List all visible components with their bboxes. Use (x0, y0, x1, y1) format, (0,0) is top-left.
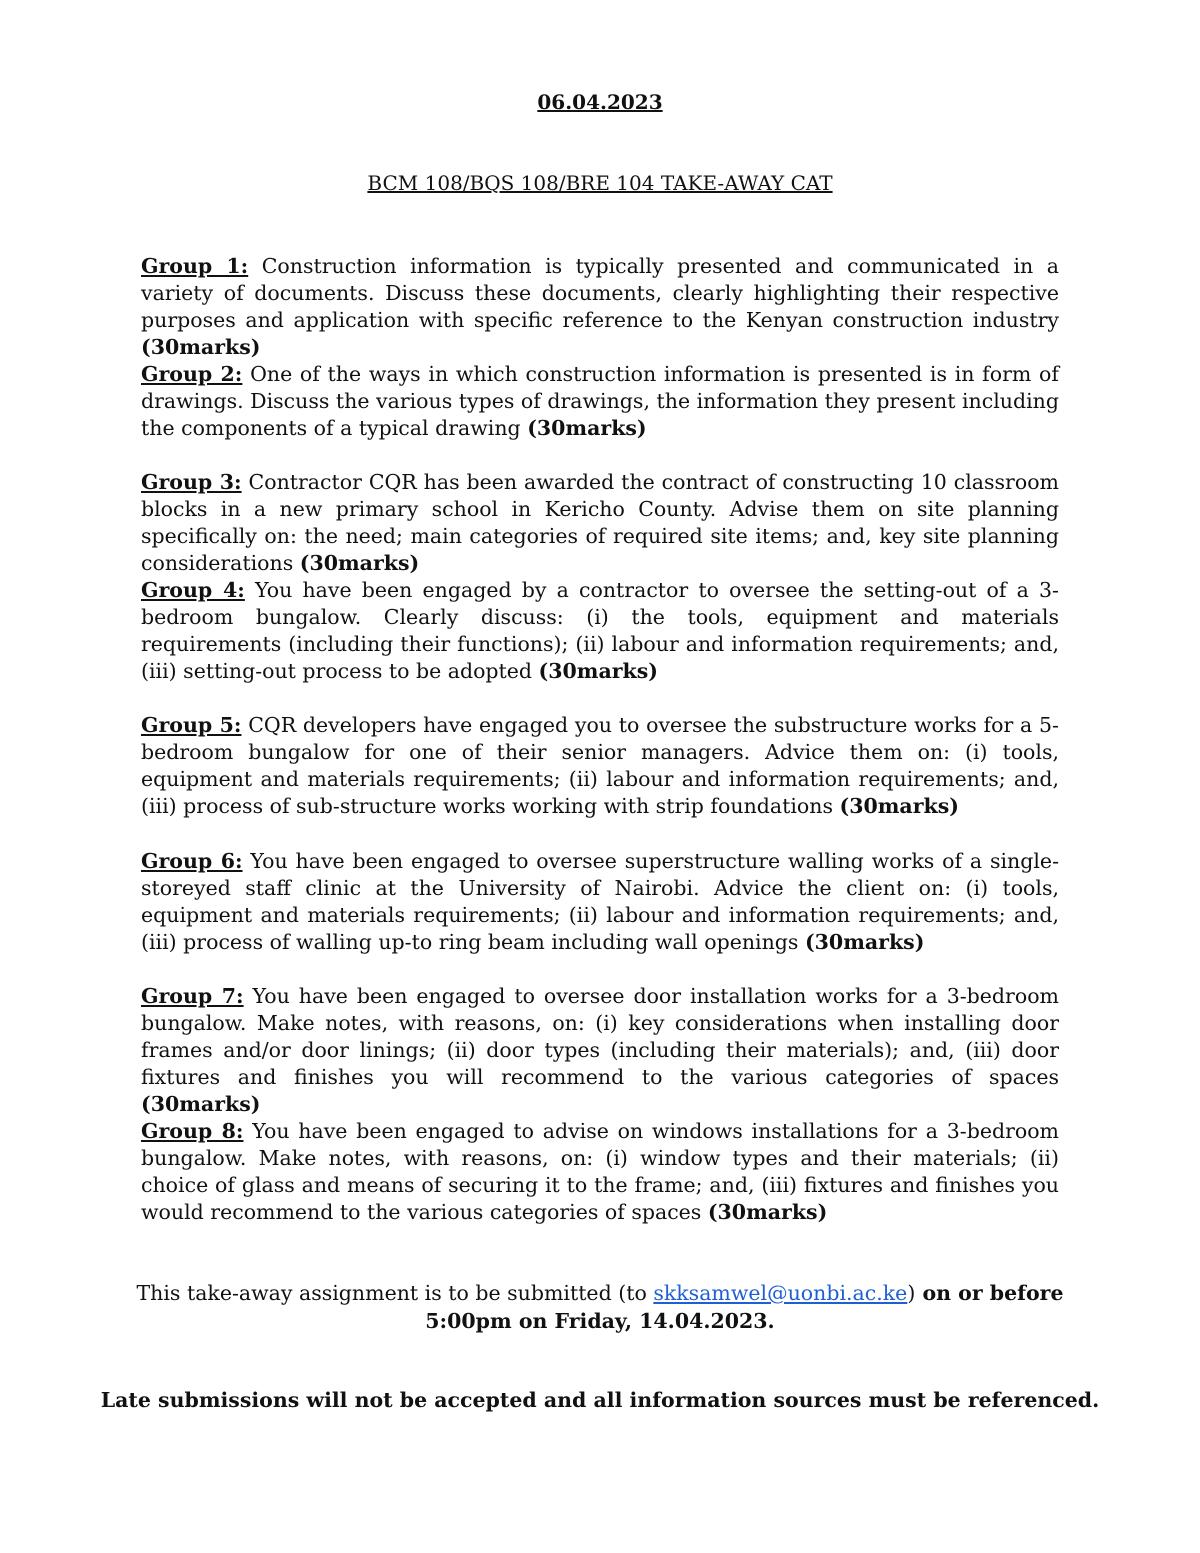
group-text: Contractor CQR has been awarded the contract of constructing 10 classroom blocks in a new primary school in Kericho County. Advise them on site planning specifically on: the need; main categories of required site items; and, key site planning considerations (141, 470, 1059, 575)
group-marks: (30marks) (141, 335, 261, 359)
submission-deadline: 5:00pm on Friday, 14.04.2023. (425, 1309, 775, 1333)
group-marks: (30marks) (839, 794, 959, 818)
group-marks: (30marks) (707, 1200, 828, 1224)
group-text: You have been engaged by a contractor to oversee the setting-out of a 3-bedroom bungalow. Clearly discuss: (i) the tools, equipment and materials requirements (including their functions); (ii) labour and information requirements; and, (iii) setting-out process to be adopted (141, 578, 1059, 683)
group-label: Group 2: (141, 362, 243, 386)
submission-deadline-lead: on or before (915, 1281, 1064, 1305)
group-text: One of the ways in which construction information is presented is in form of drawings. Discuss the various types of drawings, the information they present including the components of a typical drawing (141, 362, 1059, 440)
group-label: Group 5: (141, 713, 242, 737)
group-3-question (141, 469, 1059, 577)
group-7-question (141, 983, 1059, 1118)
group-marks: (30marks) (538, 659, 658, 683)
submission-email-link[interactable]: skksamwel@uonbi.ac.ke (653, 1281, 908, 1305)
group-marks: (30marks) (527, 416, 647, 440)
group-marks: (30marks) (804, 930, 925, 954)
submission-instructions (0, 1279, 1200, 1335)
group-label: Group 7: (141, 984, 244, 1008)
group-label: Group 8: (141, 1119, 244, 1143)
group-6-question (141, 848, 1059, 956)
group-text: You have been engaged to oversee superstructure walling works of a single-storeyed staff clinic at the University of Nairobi. Advice the client on: (i) tools, equipment and materials requirements; (ii) labour and information requirements; and, (iii) process of walling up-to ring beam including wall openings (141, 849, 1059, 954)
group-1-question (141, 253, 1059, 361)
group-label: Group 6: (141, 849, 243, 873)
group-marks: (30marks) (141, 1092, 261, 1116)
group-text: CQR developers have engaged you to oversee the substructure works for a 5-bedroom bungalow for one of their senior managers. Advice them on: (i) tools, equipment and materials requirements; (ii) labour and information requirements; and, (iii) process of sub-structure works working with strip foundations (141, 713, 1059, 818)
group-label: Group 3: (141, 470, 242, 494)
group-5-question (141, 712, 1059, 820)
submission-middle: ) (907, 1281, 916, 1305)
group-marks: (30marks) (299, 551, 420, 575)
late-submission-notice: Late submissions will not be accepted and all information sources must be referenced. (100, 1388, 1100, 1412)
group-label: Group 1: (141, 254, 249, 278)
submission-prefix: This take-away assignment is to be submitted (to (136, 1281, 654, 1305)
document-date: 06.04.2023 (537, 90, 663, 114)
group-text: You have been engaged to advise on windows installations for a 3-bedroom bungalow. Make notes, with reasons, on: (i) window types and their materials; (ii) choice of glass and means of securing it to the frame; and, (iii) fixtures and finishes you would recommend to the various categories of spaces (141, 1119, 1059, 1224)
group-text: You have been engaged to oversee door installation works for a 3-bedroom bungalow. Make notes, with reasons, on: (i) key considerations when installing door frames and/or door linings; (ii) door types (including their materials); and, (iii) door fixtures and finishes you will recommend to the various categories of spaces (141, 984, 1059, 1089)
group-2-question (141, 361, 1059, 442)
document-title: BCM 108/BQS 108/BRE 104 TAKE-AWAY CAT (367, 171, 833, 195)
group-label: Group 4: (141, 578, 245, 602)
group-text: Construction information is typically presented and communicated in a variety of documents. Discuss these documents, clearly highlighting their respective purposes and application with specific reference to the Kenyan construction industry (141, 254, 1059, 332)
group-4-question (141, 577, 1059, 685)
group-8-question (141, 1118, 1059, 1226)
